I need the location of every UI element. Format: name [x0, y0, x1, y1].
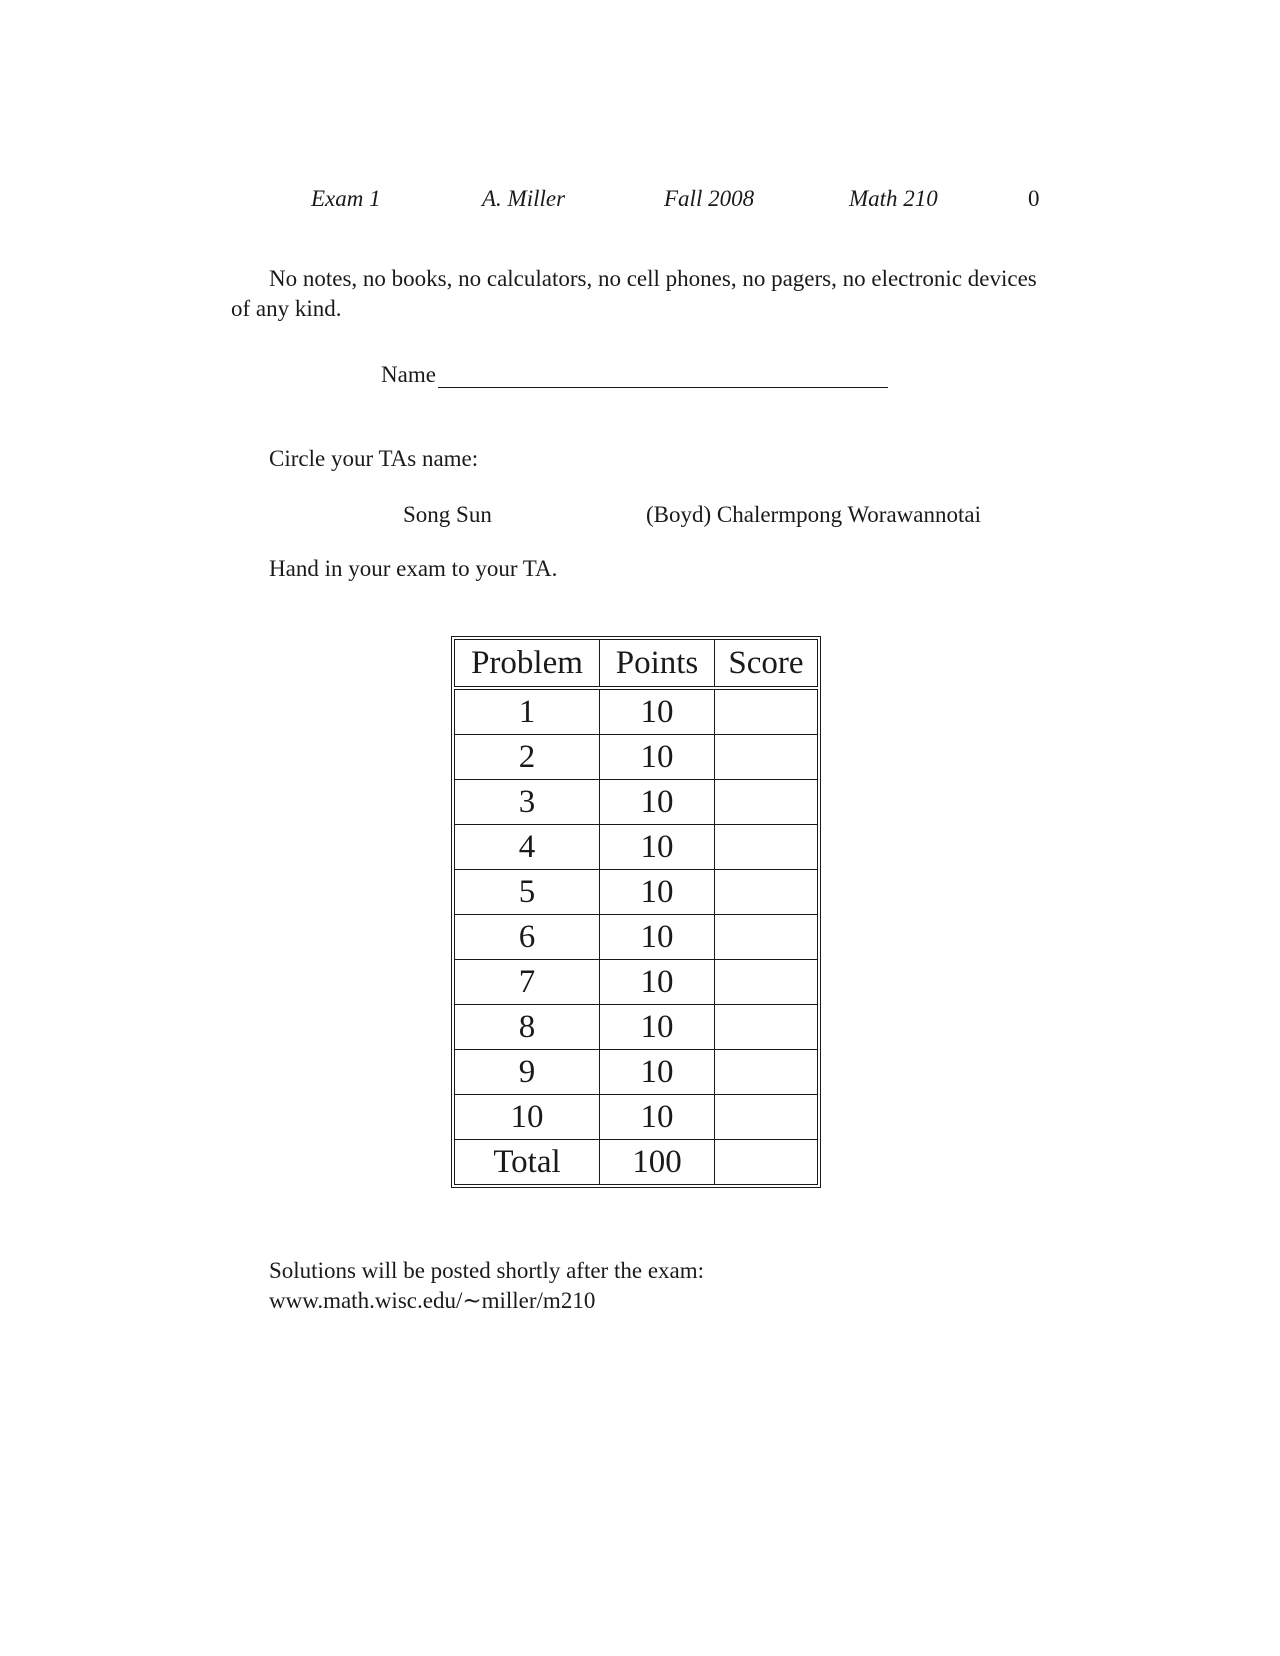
score-cell[interactable] [715, 1095, 818, 1140]
name-label: Name [381, 362, 436, 387]
score-cell[interactable] [715, 1050, 818, 1095]
points-cell: 10 [600, 915, 715, 960]
table-row [455, 780, 818, 825]
problem-cell: 1 [455, 688, 600, 735]
problem-cell: 4 [455, 825, 600, 870]
table-row [455, 960, 818, 1005]
points-cell: 10 [600, 960, 715, 1005]
points-cell: 100 [600, 1140, 715, 1185]
name-field-row [381, 362, 888, 388]
header-term: Fall 2008 [664, 186, 755, 211]
solutions-url: www.math.wisc.edu/∼miller/m210 [269, 1288, 596, 1313]
header-author: A. Miller [482, 186, 566, 211]
problem-cell: 10 [455, 1095, 600, 1140]
score-table [454, 639, 818, 1185]
score-cell[interactable] [715, 735, 818, 780]
score-cell[interactable] [715, 1005, 818, 1050]
score-cell[interactable] [715, 780, 818, 825]
score-cell[interactable] [715, 870, 818, 915]
problem-cell: 2 [455, 735, 600, 780]
table-row [455, 870, 818, 915]
table-row [455, 1095, 818, 1140]
score-cell[interactable] [715, 688, 818, 735]
table-row [455, 1140, 818, 1185]
page-number: 0 [1028, 186, 1040, 211]
table-row [455, 915, 818, 960]
problem-cell: 3 [455, 780, 600, 825]
table-row [455, 1005, 818, 1050]
exam-rules: No notes, no books, no calculators, no cell phones, no pagers, no electronic devices of any kind. [231, 266, 1037, 321]
name-blank-line[interactable] [438, 365, 888, 388]
points-cell: 10 [600, 780, 715, 825]
table-row [455, 825, 818, 870]
ta-name-song-sun: Song Sun [403, 502, 492, 527]
score-cell[interactable] [715, 960, 818, 1005]
header-score: Score [715, 640, 818, 689]
points-cell: 10 [600, 1095, 715, 1140]
problem-cell: Total [455, 1140, 600, 1185]
header-exam: Exam 1 [311, 186, 381, 211]
points-cell: 10 [600, 1005, 715, 1050]
problem-cell: 9 [455, 1050, 600, 1095]
table-row [455, 688, 818, 735]
header-course: Math 210 [849, 186, 938, 211]
circle-ta-instruction: Circle your TAs name: [269, 446, 479, 471]
table-row [455, 1050, 818, 1095]
score-cell[interactable] [715, 915, 818, 960]
problem-cell: 8 [455, 1005, 600, 1050]
points-cell: 10 [600, 688, 715, 735]
handin-instruction: Hand in your exam to your TA. [269, 556, 558, 581]
points-cell: 10 [600, 735, 715, 780]
solutions-line: Solutions will be posted shortly after the exam: [269, 1258, 705, 1283]
problem-cell: 5 [455, 870, 600, 915]
header-problem: Problem [455, 640, 600, 689]
points-cell: 10 [600, 825, 715, 870]
running-header [0, 186, 1280, 226]
score-cell[interactable] [715, 825, 818, 870]
problem-cell: 7 [455, 960, 600, 1005]
score-table-header-row [455, 640, 818, 689]
points-cell: 10 [600, 870, 715, 915]
score-cell[interactable] [715, 1140, 818, 1185]
points-cell: 10 [600, 1050, 715, 1095]
ta-name-worawannotai: (Boyd) Chalermpong Worawannotai [646, 502, 981, 527]
score-table-body [455, 688, 818, 1185]
score-table-frame [451, 636, 821, 1188]
solutions-note [269, 1256, 704, 1316]
table-row [455, 735, 818, 780]
header-points: Points [600, 640, 715, 689]
problem-cell: 6 [455, 915, 600, 960]
